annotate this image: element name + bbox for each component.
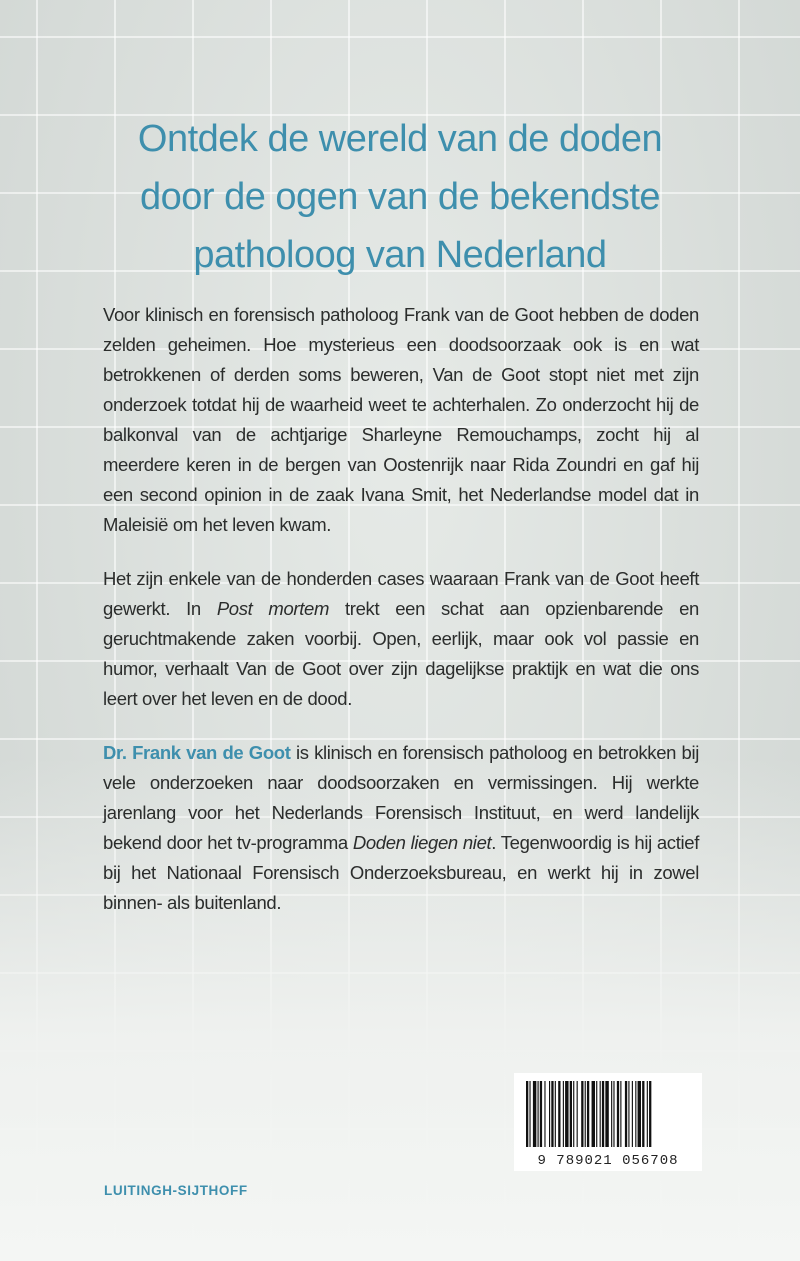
isbn-barcode xyxy=(514,1073,702,1171)
isbn-digits: 9 789021 056708 xyxy=(537,1153,679,1169)
author-name: Dr. Frank van de Goot xyxy=(103,742,291,763)
author-bio xyxy=(103,738,699,918)
headline xyxy=(40,110,760,284)
blurb-paragraph-2 xyxy=(103,564,699,714)
author-bio-text-b: . Tegenwoordig is hij actief bij het Nationaal Forensisch Onderzoeksbureau, en werkt hij in zowel binnen- als buitenland. xyxy=(103,832,699,913)
barcode-bars xyxy=(526,1081,690,1147)
paragraph-2-text-b: trekt een schat aan opzienbarende en geruchtmakende zaken voorbij. Open, eerlijk, maar ook vol passie en humor, verhaalt Van de Goot over zijn dagelijkse praktijk en wat die ons leert over het leven en de dood. xyxy=(103,598,699,709)
headline-line-3: patholoog van Nederland xyxy=(193,234,607,276)
blurb-paragraph-1: Voor klinisch en forensisch patholoog Frank van de Goot hebben de doden zelden geheimen. Hoe mysterieus een doodsoorzaak ook is en wat betrokkenen of derden soms beweren, Van de Goot stopt niet met zijn onderzoek totdat hij de waarheid weet te achterhalen. Zo onderzocht hij de balkonval van de achtjarige Sharleyne Remouchamps, zocht hij al meerdere keren in de bergen van Oostenrijk naar Rida Zoundri en gaf hij een second opinion in de zaak Ivana Smit, het Nederlandse model dat in Maleisië om het leven kwam. xyxy=(103,304,699,535)
paragraph-2-text-a: Het zijn enkele van de honderden cases waaraan Frank van de Goot heeft gewerkt. In xyxy=(103,568,699,619)
headline-line-2: door de ogen van de bekendste xyxy=(139,176,661,218)
publisher-logo: LUITINGH-SIJTHOFF xyxy=(104,1183,248,1198)
blurb xyxy=(103,300,699,942)
author-bio-text-a: is klinisch en forensisch patholoog en betrokken bij vele onderzoeken naar doodsoorzaken en vermissingen. Hij werkte jarenlang voor het Nederlands Forensisch Instituut, en werd landelijk bekend door het tv-programma xyxy=(103,742,699,853)
headline-line-1: Ontdek de wereld van de doden xyxy=(137,118,663,160)
tv-show-title: Doden liegen niet xyxy=(352,832,492,853)
book-title: Post mortem xyxy=(216,598,330,619)
